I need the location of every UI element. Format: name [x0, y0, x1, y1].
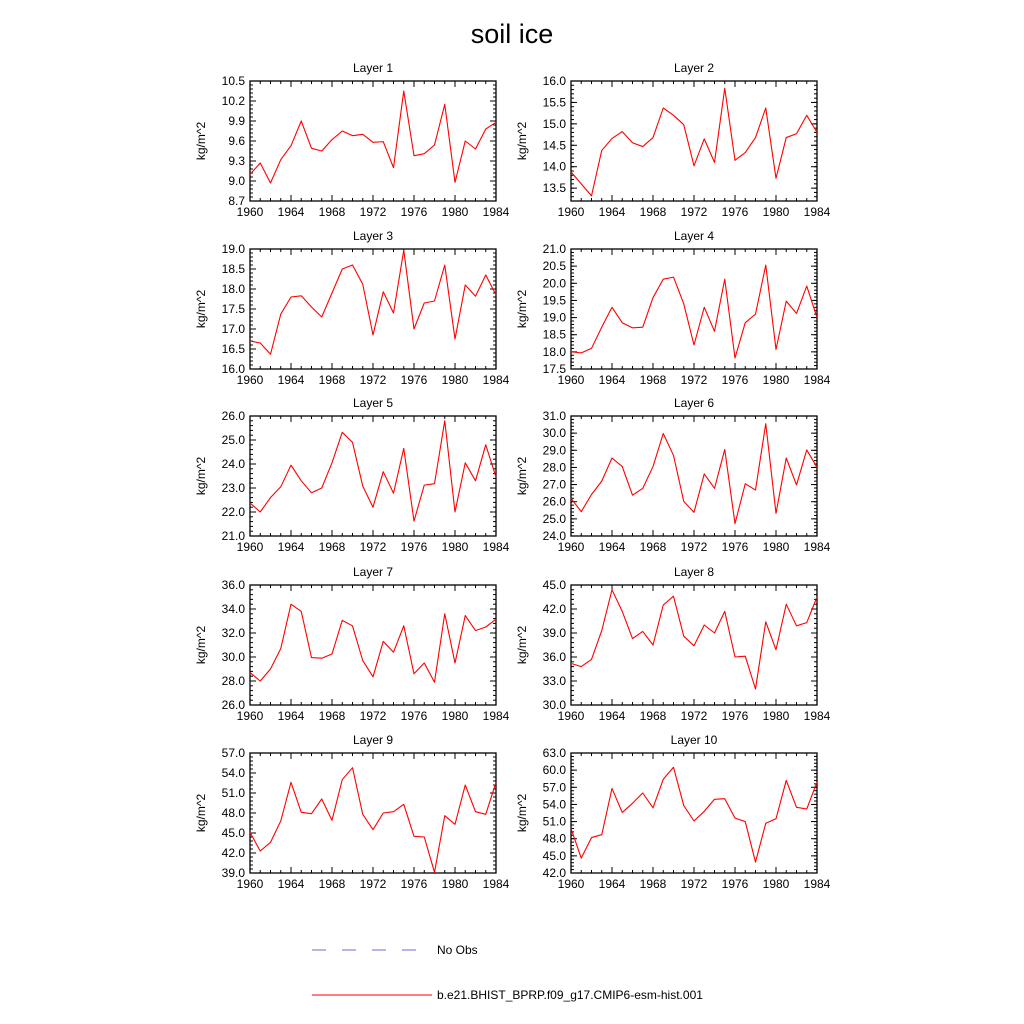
x-tick-label: 1984 — [482, 540, 510, 554]
x-tick-label: 1960 — [557, 709, 585, 723]
y-tick-label: 20.0 — [542, 276, 566, 291]
y-tick-label: 51.0 — [542, 814, 566, 829]
plot-frame — [250, 249, 496, 369]
y-tick-label: 9.6 — [228, 134, 245, 148]
plot-frame — [250, 753, 496, 873]
y-tick-label: 45.0 — [542, 848, 566, 863]
series-line-layer-8 — [571, 590, 817, 689]
x-tick-label: 1972 — [680, 373, 708, 387]
y-tick-label: 14.5 — [542, 138, 566, 153]
y-tick-label: 39.0 — [542, 626, 566, 640]
y-tick-label: 42.0 — [542, 866, 566, 880]
y-tick-label: 45.0 — [221, 826, 245, 840]
panel-layer-2 — [515, 61, 831, 219]
y-tick-label: 18.0 — [542, 344, 566, 359]
series-line-layer-10 — [571, 767, 817, 862]
y-tick-label: 16.0 — [221, 362, 245, 376]
x-tick-label: 1984 — [482, 205, 510, 219]
x-tick-label: 1968 — [639, 540, 667, 554]
y-tick-label: 10.5 — [221, 74, 245, 88]
x-tick-label: 1964 — [598, 877, 626, 891]
y-tick-label: 51.0 — [221, 786, 245, 800]
panel-layer-7 — [194, 565, 510, 723]
y-tick-label: 28.0 — [542, 460, 566, 475]
y-axis-label: kg/m^2 — [194, 121, 208, 161]
y-tick-label: 36.0 — [542, 650, 566, 664]
panel-layer-1 — [194, 61, 510, 219]
panel-layer-10 — [515, 733, 831, 891]
legend-label-no-obs: No Obs — [437, 943, 478, 957]
x-tick-label: 1976 — [721, 709, 749, 723]
x-tick-label: 1964 — [277, 540, 305, 554]
x-tick-label: 1960 — [236, 540, 264, 554]
x-tick-label: 1960 — [557, 373, 585, 387]
x-tick-label: 1984 — [803, 877, 831, 891]
y-axis-label: kg/m^2 — [194, 793, 208, 833]
x-tick-label: 1984 — [803, 373, 831, 387]
panel-title: Layer 10 — [670, 733, 718, 747]
x-tick-label: 1984 — [482, 709, 510, 723]
y-tick-label: 22.0 — [221, 505, 245, 519]
y-tick-label: 24.0 — [542, 529, 566, 543]
x-tick-label: 1964 — [277, 709, 305, 723]
series-line-layer-4 — [571, 265, 817, 358]
plot-frame — [571, 416, 817, 536]
x-tick-label: 1968 — [318, 540, 346, 554]
y-tick-label: 30.0 — [542, 426, 566, 441]
y-tick-label: 25.0 — [221, 433, 245, 447]
y-tick-label: 15.5 — [542, 95, 566, 110]
x-tick-label: 1972 — [359, 540, 387, 554]
x-tick-label: 1968 — [318, 205, 346, 219]
series-line-layer-1 — [250, 91, 496, 183]
x-tick-label: 1980 — [441, 205, 469, 219]
y-tick-label: 57.0 — [542, 780, 566, 795]
x-tick-label: 1976 — [400, 205, 428, 219]
y-tick-label: 14.0 — [542, 159, 566, 174]
x-tick-label: 1984 — [803, 205, 831, 219]
x-tick-label: 1964 — [598, 709, 626, 723]
y-tick-label: 13.5 — [542, 181, 566, 196]
x-tick-label: 1976 — [721, 205, 749, 219]
x-tick-label: 1972 — [680, 205, 708, 219]
y-axis-label: kg/m^2 — [515, 456, 529, 496]
x-tick-label: 1960 — [557, 877, 585, 891]
y-axis-label: kg/m^2 — [515, 625, 529, 665]
x-tick-label: 1980 — [762, 205, 790, 219]
x-tick-label: 1960 — [236, 709, 264, 723]
x-tick-label: 1976 — [400, 540, 428, 554]
y-tick-label: 39.0 — [221, 866, 245, 880]
y-tick-label: 63.0 — [542, 746, 566, 760]
y-tick-label: 16.0 — [542, 74, 566, 88]
panel-title: Layer 6 — [673, 396, 715, 410]
y-tick-label: 60.0 — [542, 763, 566, 778]
y-tick-label: 42.0 — [221, 846, 245, 860]
x-tick-label: 1972 — [359, 373, 387, 387]
panels — [194, 61, 831, 891]
y-tick-label: 31.0 — [542, 409, 566, 423]
y-tick-label: 48.0 — [542, 831, 566, 846]
y-tick-label: 17.0 — [221, 322, 245, 336]
panel-layer-8 — [515, 565, 831, 723]
x-tick-label: 1976 — [721, 540, 749, 554]
x-tick-label: 1980 — [762, 540, 790, 554]
legend-label-model-run: b.e21.BHIST_BPRP.f09_g17.CMIP6-esm-hist.001 — [437, 988, 703, 1002]
plot-frame — [571, 81, 817, 201]
x-tick-label: 1980 — [762, 373, 790, 387]
x-tick-label: 1964 — [277, 877, 305, 891]
panel-title: Layer 4 — [673, 229, 715, 243]
x-tick-label: 1964 — [598, 373, 626, 387]
y-tick-label: 18.0 — [221, 282, 245, 296]
x-tick-label: 1976 — [400, 877, 428, 891]
y-tick-label: 18.5 — [542, 327, 566, 342]
x-tick-label: 1980 — [441, 877, 469, 891]
y-tick-label: 17.5 — [221, 302, 245, 316]
y-tick-label: 54.0 — [542, 797, 566, 812]
y-tick-label: 57.0 — [221, 746, 245, 760]
y-tick-label: 21.0 — [542, 242, 566, 256]
y-tick-label: 9.3 — [228, 154, 245, 168]
x-tick-label: 1980 — [441, 373, 469, 387]
x-tick-label: 1960 — [557, 205, 585, 219]
plot-frame — [250, 81, 496, 201]
x-tick-label: 1972 — [359, 205, 387, 219]
y-tick-label: 24.0 — [221, 457, 245, 471]
x-tick-label: 1968 — [639, 373, 667, 387]
y-tick-label: 42.0 — [542, 602, 566, 616]
y-tick-label: 26.0 — [542, 494, 566, 509]
series-line-layer-7 — [250, 604, 496, 682]
y-tick-label: 26.0 — [221, 409, 245, 423]
y-tick-label: 36.0 — [221, 578, 245, 592]
y-tick-label: 18.5 — [221, 262, 245, 276]
figure-title: soil ice — [470, 19, 554, 49]
panel-layer-4 — [515, 229, 831, 387]
series-line-layer-6 — [571, 424, 817, 524]
x-tick-label: 1964 — [598, 205, 626, 219]
x-tick-label: 1984 — [803, 540, 831, 554]
y-tick-label: 20.5 — [542, 259, 566, 274]
plot-frame — [250, 416, 496, 536]
x-tick-label: 1960 — [236, 373, 264, 387]
x-tick-label: 1968 — [318, 709, 346, 723]
series-line-layer-5 — [250, 421, 496, 521]
panel-layer-3 — [194, 229, 510, 387]
x-tick-label: 1984 — [482, 877, 510, 891]
y-axis-label: kg/m^2 — [194, 456, 208, 496]
y-tick-label: 30.0 — [221, 650, 245, 664]
legend — [312, 943, 703, 1002]
x-tick-label: 1984 — [482, 373, 510, 387]
panel-title: Layer 5 — [352, 396, 394, 410]
x-tick-label: 1976 — [400, 373, 428, 387]
series-line-layer-2 — [571, 88, 817, 196]
y-tick-label: 8.7 — [228, 194, 245, 208]
panel-title: Layer 8 — [673, 565, 715, 579]
x-tick-label: 1972 — [680, 877, 708, 891]
y-tick-label: 17.5 — [542, 362, 566, 376]
y-axis-label: kg/m^2 — [515, 289, 529, 329]
y-tick-label: 19.5 — [542, 293, 566, 308]
y-tick-label: 54.0 — [221, 766, 245, 780]
y-tick-label: 34.0 — [221, 602, 245, 616]
y-tick-label: 19.0 — [542, 310, 566, 325]
x-tick-label: 1960 — [236, 877, 264, 891]
y-axis-label: kg/m^2 — [194, 289, 208, 329]
y-tick-label: 23.0 — [221, 481, 245, 495]
panel-title: Layer 9 — [352, 733, 394, 747]
x-tick-label: 1968 — [639, 877, 667, 891]
plot-frame — [571, 249, 817, 369]
y-axis-label: kg/m^2 — [515, 121, 529, 161]
x-tick-label: 1976 — [721, 877, 749, 891]
y-tick-label: 15.0 — [542, 116, 566, 131]
y-tick-label: 9.9 — [228, 114, 245, 128]
y-tick-label: 29.0 — [542, 443, 566, 458]
y-tick-label: 33.0 — [542, 674, 566, 688]
y-tick-label: 48.0 — [221, 806, 245, 820]
x-tick-label: 1964 — [598, 540, 626, 554]
panel-title: Layer 1 — [352, 61, 394, 75]
x-tick-label: 1964 — [277, 205, 305, 219]
series-line-layer-3 — [250, 250, 496, 354]
x-tick-label: 1980 — [441, 709, 469, 723]
panel-layer-6 — [515, 396, 831, 554]
y-tick-label: 25.0 — [542, 511, 566, 526]
x-tick-label: 1972 — [680, 709, 708, 723]
x-tick-label: 1968 — [318, 877, 346, 891]
x-tick-label: 1984 — [803, 709, 831, 723]
x-tick-label: 1972 — [680, 540, 708, 554]
y-axis-label: kg/m^2 — [194, 625, 208, 665]
y-tick-label: 45.0 — [542, 578, 566, 592]
series-line-layer-9 — [250, 768, 496, 873]
x-tick-label: 1972 — [359, 709, 387, 723]
panel-layer-9 — [194, 733, 510, 891]
x-tick-label: 1964 — [277, 373, 305, 387]
plot-frame — [571, 753, 817, 873]
panel-title: Layer 7 — [352, 565, 394, 579]
y-axis-label: kg/m^2 — [515, 793, 529, 833]
y-tick-label: 16.5 — [221, 342, 245, 356]
panel-title: Layer 3 — [352, 229, 394, 243]
y-tick-label: 9.0 — [228, 174, 245, 188]
y-tick-label: 30.0 — [542, 698, 566, 712]
y-tick-label: 27.0 — [542, 477, 566, 492]
x-tick-label: 1980 — [441, 540, 469, 554]
panel-layer-5 — [194, 396, 510, 554]
y-tick-label: 28.0 — [221, 674, 245, 688]
y-tick-label: 21.0 — [221, 529, 245, 543]
y-tick-label: 19.0 — [221, 242, 245, 256]
y-tick-label: 32.0 — [221, 626, 245, 640]
x-tick-label: 1968 — [639, 709, 667, 723]
x-tick-label: 1968 — [318, 373, 346, 387]
y-tick-label: 10.2 — [221, 94, 245, 108]
panel-title: Layer 2 — [673, 61, 715, 75]
x-tick-label: 1976 — [721, 373, 749, 387]
x-tick-label: 1976 — [400, 709, 428, 723]
x-tick-label: 1980 — [762, 709, 790, 723]
y-tick-label: 26.0 — [221, 698, 245, 712]
x-tick-label: 1980 — [762, 877, 790, 891]
x-tick-label: 1960 — [236, 205, 264, 219]
x-tick-label: 1972 — [359, 877, 387, 891]
x-tick-label: 1968 — [639, 205, 667, 219]
x-tick-label: 1960 — [557, 540, 585, 554]
